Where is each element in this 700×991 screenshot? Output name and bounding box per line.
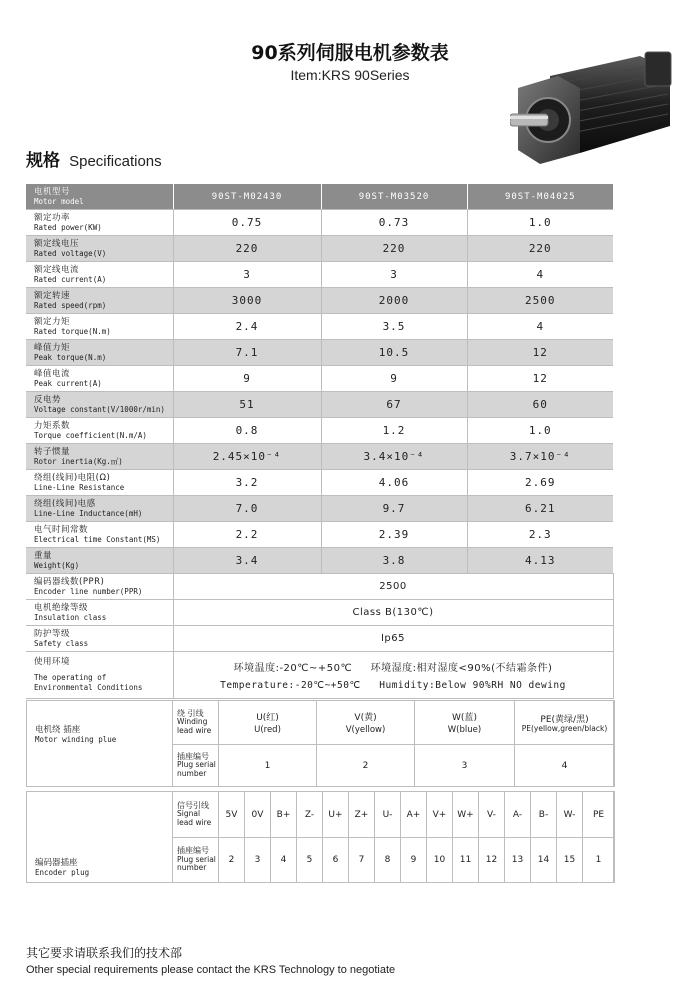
spec-row bbox=[26, 314, 613, 340]
row-label: 电机绝缘等级 Insulation class bbox=[26, 600, 173, 626]
row-label: 额定功率 Rated power(KW) bbox=[26, 210, 173, 236]
plug-cell: 9 bbox=[401, 838, 427, 883]
plug-cell: 10 bbox=[427, 838, 453, 883]
model-name: 90ST-M04025 bbox=[467, 184, 613, 210]
spec-value: 10.5 bbox=[321, 340, 467, 366]
spec-value: 220 bbox=[173, 236, 321, 262]
spec-value: 3 bbox=[173, 262, 321, 288]
plug-cell: 14 bbox=[531, 838, 557, 883]
servo-motor-image bbox=[510, 48, 680, 168]
environment-value bbox=[173, 652, 613, 699]
spec-value: 3.7×10⁻⁴ bbox=[467, 444, 613, 470]
spec-value: 1.0 bbox=[467, 418, 613, 444]
spec-row bbox=[26, 340, 613, 366]
spec-value: 51 bbox=[173, 392, 321, 418]
section-heading-cn: 规格 bbox=[26, 151, 60, 171]
plug-cell: 4 bbox=[271, 838, 297, 883]
footer-note-cn: 其它要求请联系我们的技术部 bbox=[26, 946, 183, 960]
spec-value: 2.4 bbox=[173, 314, 321, 340]
signal-cell: W+ bbox=[453, 792, 479, 838]
spec-value: 1.2 bbox=[321, 418, 467, 444]
spec-value: 4.13 bbox=[467, 548, 613, 574]
signal-cell: A- bbox=[505, 792, 531, 838]
spec-value: 9 bbox=[173, 366, 321, 392]
winding-section bbox=[26, 700, 614, 787]
row-label: 电气时间常数 Electrical time Constant(MS) bbox=[26, 522, 173, 548]
spec-value: 220 bbox=[321, 236, 467, 262]
spec-row bbox=[26, 470, 613, 496]
spec-value: 3.4×10⁻⁴ bbox=[321, 444, 467, 470]
page-subtitle: Item:KRS 90Series bbox=[290, 67, 410, 83]
row-label: 绕组(线间)电感 Line-Line Inductance(mH) bbox=[26, 496, 173, 522]
encoder-label: 编码器插座 Encoder plug bbox=[35, 858, 90, 877]
plug-cell: 1 bbox=[219, 745, 317, 787]
spec-value: 2.45×10⁻⁴ bbox=[173, 444, 321, 470]
encoder-plug-row bbox=[173, 838, 615, 883]
spec-value: 0.8 bbox=[173, 418, 321, 444]
spec-value: 7.0 bbox=[173, 496, 321, 522]
spec-row bbox=[26, 444, 613, 470]
signal-cell: PE bbox=[583, 792, 615, 838]
spec-value: 4 bbox=[467, 262, 613, 288]
spec-value: 2.39 bbox=[321, 522, 467, 548]
row-label: 防护等级 Safety class bbox=[26, 626, 173, 652]
signal-cell: B+ bbox=[271, 792, 297, 838]
spec-row bbox=[26, 418, 613, 444]
spec-table bbox=[26, 184, 614, 699]
row-label: 信号引线 Signal lead wire bbox=[173, 792, 219, 838]
spec-row bbox=[26, 496, 613, 522]
section-heading-en: Specifications bbox=[69, 153, 162, 170]
plug-cell: 13 bbox=[505, 838, 531, 883]
spec-row bbox=[26, 210, 613, 236]
winding-table bbox=[172, 700, 615, 787]
plug-cell: 7 bbox=[349, 838, 375, 883]
spec-value: 2.69 bbox=[467, 470, 613, 496]
spec-shared-row bbox=[26, 574, 613, 600]
spec-value: 2.2 bbox=[173, 522, 321, 548]
spec-row bbox=[26, 392, 613, 418]
row-label: 额定转速 Rated speed(rpm) bbox=[26, 288, 173, 314]
environment-row bbox=[26, 652, 613, 699]
row-label: 反电势 Voltage constant(V/1000r/min) bbox=[26, 392, 173, 418]
spec-value: 1.0 bbox=[467, 210, 613, 236]
spec-value: 60 bbox=[467, 392, 613, 418]
row-label: 绕组(线间)电阻(Ω) Line-Line Resistance bbox=[26, 470, 173, 496]
footer-note-en: Other special requirements please contact the KRS Technology to negotiate bbox=[26, 964, 396, 976]
spec-shared-row bbox=[26, 626, 613, 652]
spec-value: 2000 bbox=[321, 288, 467, 314]
environment-line-cn: 环境温度:-20℃~+50℃ 环境湿度:相对湿度<90%(不结霜条件) bbox=[233, 663, 553, 674]
row-label: 使用环境 The operating of Environmental Conditions bbox=[26, 652, 173, 699]
plug-cell: 15 bbox=[557, 838, 583, 883]
plug-cell: 3 bbox=[245, 838, 271, 883]
spec-value: 2500 bbox=[467, 288, 613, 314]
plug-cell: 2 bbox=[219, 838, 245, 883]
signal-cell: V- bbox=[479, 792, 505, 838]
spec-value: 9 bbox=[321, 366, 467, 392]
environment-line-en: Temperature:-20℃~+50℃ Humidity:Below 90%RH NO dewing bbox=[220, 680, 566, 691]
row-label: 转子惯量 Rotor inertia(Kg.㎡) bbox=[26, 444, 173, 470]
row-label: 额定线电压 Rated voltage(V) bbox=[26, 236, 173, 262]
signal-cell: 5V bbox=[219, 792, 245, 838]
winding-label: 电机绕 插座 Motor winding plue bbox=[35, 725, 117, 744]
spec-value: 3000 bbox=[173, 288, 321, 314]
plug-cell: 3 bbox=[415, 745, 515, 787]
plug-cell: 1 bbox=[583, 838, 615, 883]
winding-wire-row bbox=[173, 701, 615, 745]
plug-cell: 5 bbox=[297, 838, 323, 883]
row-label: 插座编号 Plug serial number bbox=[173, 838, 219, 883]
spec-shared-row bbox=[26, 600, 613, 626]
page-title: 90系列伺服电机参数表 bbox=[251, 42, 449, 64]
signal-cell: Z- bbox=[297, 792, 323, 838]
spec-row bbox=[26, 288, 613, 314]
spec-value: 3 bbox=[321, 262, 467, 288]
signal-cell: 0V bbox=[245, 792, 271, 838]
spec-row bbox=[26, 366, 613, 392]
row-label: 电机型号 Motor model bbox=[26, 184, 173, 210]
signal-cell: A+ bbox=[401, 792, 427, 838]
winding-plug-row bbox=[173, 745, 615, 787]
spec-value: 4 bbox=[467, 314, 613, 340]
row-label: 插座编号 Plug serial number bbox=[173, 745, 219, 787]
signal-cell: U+ bbox=[323, 792, 349, 838]
row-label: 额定力矩 Rated torque(N.m) bbox=[26, 314, 173, 340]
plug-cell: 11 bbox=[453, 838, 479, 883]
spec-value: Class B(130℃) bbox=[173, 600, 613, 626]
row-label: 编码器线数(PPR) Encoder line number(PPR) bbox=[26, 574, 173, 600]
spec-value: 4.06 bbox=[321, 470, 467, 496]
wire-cell: V(黄) V(yellow) bbox=[317, 701, 415, 745]
plug-cell: 8 bbox=[375, 838, 401, 883]
spec-value: 3.2 bbox=[173, 470, 321, 496]
wire-cell: W(蓝) W(blue) bbox=[415, 701, 515, 745]
section-heading bbox=[26, 146, 162, 171]
signal-cell: U- bbox=[375, 792, 401, 838]
spec-value: 3.5 bbox=[321, 314, 467, 340]
signal-cell: B- bbox=[531, 792, 557, 838]
spec-value: 0.75 bbox=[173, 210, 321, 236]
row-label: 额定线电流 Rated current(A) bbox=[26, 262, 173, 288]
spec-value: 12 bbox=[467, 366, 613, 392]
spec-value: 3.4 bbox=[173, 548, 321, 574]
spec-value: 3.8 bbox=[321, 548, 467, 574]
spec-value: Ip65 bbox=[173, 626, 613, 652]
spec-row bbox=[26, 262, 613, 288]
encoder-section bbox=[26, 791, 614, 883]
spec-value: 6.21 bbox=[467, 496, 613, 522]
wire-cell: U(红) U(red) bbox=[219, 701, 317, 745]
signal-cell: Z+ bbox=[349, 792, 375, 838]
spec-value: 2.3 bbox=[467, 522, 613, 548]
spec-row bbox=[26, 522, 613, 548]
spec-value: 220 bbox=[467, 236, 613, 262]
plug-cell: 2 bbox=[317, 745, 415, 787]
spec-row bbox=[26, 236, 613, 262]
row-label: 峰值力矩 Peak torque(N.m) bbox=[26, 340, 173, 366]
row-label: 重量 Weight(Kg) bbox=[26, 548, 173, 574]
row-label: 力矩系数 Torque coefficient(N.m/A) bbox=[26, 418, 173, 444]
encoder-table bbox=[172, 791, 615, 883]
plug-cell: 4 bbox=[515, 745, 615, 787]
spec-header-row bbox=[26, 184, 613, 210]
wire-cell: PE(黄绿/黑) PE(yellow,green/black) bbox=[515, 701, 615, 745]
spec-value: 7.1 bbox=[173, 340, 321, 366]
encoder-signal-row bbox=[173, 792, 615, 838]
spec-value: 12 bbox=[467, 340, 613, 366]
model-name: 90ST-M02430 bbox=[173, 184, 321, 210]
plug-cell: 6 bbox=[323, 838, 349, 883]
spec-value: 9.7 bbox=[321, 496, 467, 522]
signal-cell: W- bbox=[557, 792, 583, 838]
plug-cell: 12 bbox=[479, 838, 505, 883]
model-name: 90ST-M03520 bbox=[321, 184, 467, 210]
footer-note bbox=[26, 944, 395, 976]
row-label: 峰值电流 Peak current(A) bbox=[26, 366, 173, 392]
spec-value: 0.73 bbox=[321, 210, 467, 236]
spec-value: 2500 bbox=[173, 574, 613, 600]
signal-cell: V+ bbox=[427, 792, 453, 838]
spec-value: 67 bbox=[321, 392, 467, 418]
spec-row bbox=[26, 548, 613, 574]
row-label: 绕 引线 Winding lead wire bbox=[173, 701, 219, 745]
